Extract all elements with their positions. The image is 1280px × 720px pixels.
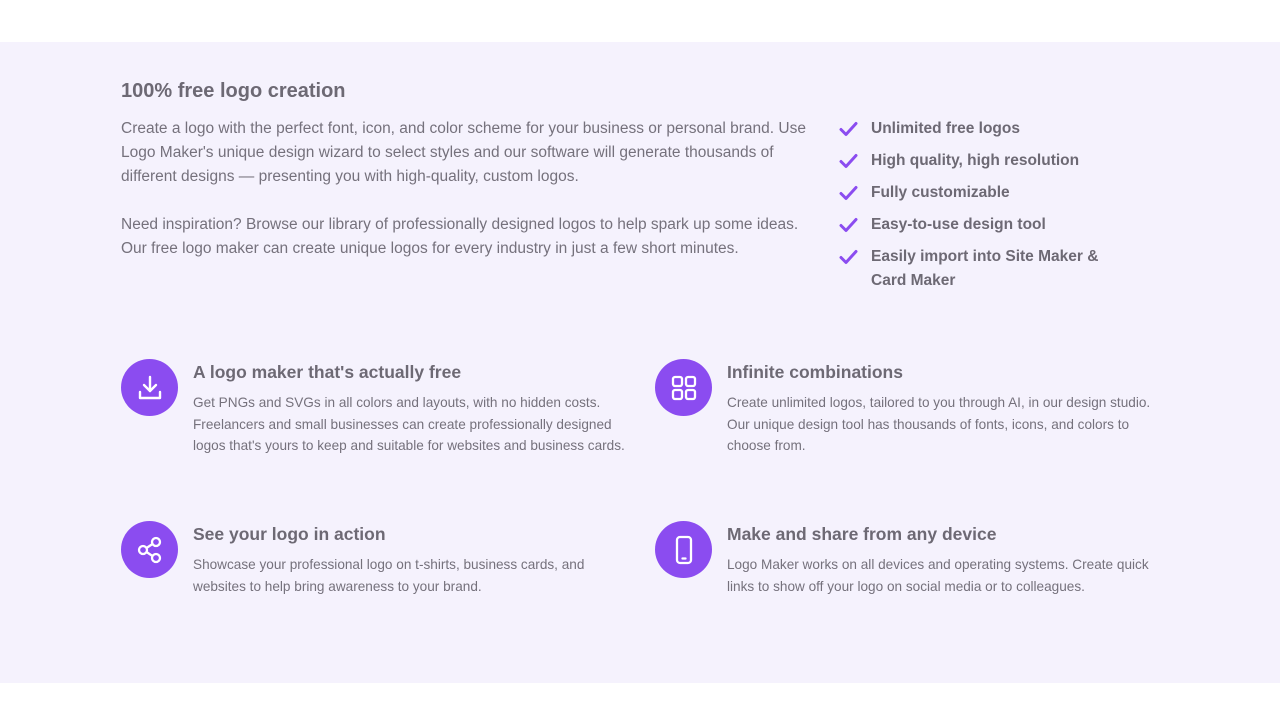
intro-paragraph-2: Need inspiration? Browse our library of professionally designed logos to help spark up some ideas. Our free logo maker can create unique logos for every industry in just a few short minutes. bbox=[121, 216, 799, 257]
checklist-item bbox=[839, 245, 1139, 293]
checklist-item-label: Unlimited free logos bbox=[871, 120, 1020, 137]
checklist-item-label: High quality, high resolution bbox=[871, 152, 1080, 169]
check-icon bbox=[839, 245, 859, 269]
benefits-checklist bbox=[839, 117, 1139, 301]
download-icon bbox=[121, 359, 178, 416]
mobile-device-icon bbox=[655, 521, 712, 578]
feature-title: See your logo in action bbox=[193, 524, 386, 544]
check-icon bbox=[839, 213, 859, 237]
checklist-item-label: Easily import into Site Maker & Card Maker bbox=[871, 248, 1099, 289]
share-icon bbox=[121, 521, 178, 578]
check-icon bbox=[839, 117, 859, 141]
checklist-item bbox=[839, 181, 1139, 205]
feature-description: Create unlimited logos, tailored to you through AI, in our design studio. Our unique design tool has thousands of fonts, icons, and colors to choose from. bbox=[727, 395, 1151, 453]
check-icon bbox=[839, 149, 859, 173]
feature-description: Showcase your professional logo on t-shirts, business cards, and websites to help bring awareness to your brand. bbox=[193, 557, 585, 594]
checklist-item-label: Easy-to-use design tool bbox=[871, 216, 1046, 233]
feature-title: A logo maker that's actually free bbox=[193, 362, 462, 382]
intro-title: 100% free logo creation bbox=[121, 80, 346, 102]
checklist-item bbox=[839, 213, 1139, 237]
feature-title: Make and share from any device bbox=[727, 524, 997, 544]
feature-description: Logo Maker works on all devices and operating systems. Create quick links to show off your logo on social media or to colleagues. bbox=[727, 557, 1149, 594]
checklist-item bbox=[839, 117, 1139, 141]
feature-title: Infinite combinations bbox=[727, 362, 903, 382]
intro-paragraph-1: Create a logo with the perfect font, icon, and color scheme for your business or personal brand. Use Logo Maker's unique design wizard to select styles and our software will generate thousands of different designs — presenting you with high-quality, custom logos. bbox=[121, 120, 806, 185]
feature-description: Get PNGs and SVGs in all colors and layouts, with no hidden costs. Freelancers and small businesses can create professionally designed logos that's yours to keep and suitable for websites and business cards. bbox=[193, 395, 625, 453]
check-icon bbox=[839, 181, 859, 205]
grid-icon bbox=[655, 359, 712, 416]
checklist-item-label: Fully customizable bbox=[871, 184, 1010, 201]
checklist-item bbox=[839, 149, 1139, 173]
